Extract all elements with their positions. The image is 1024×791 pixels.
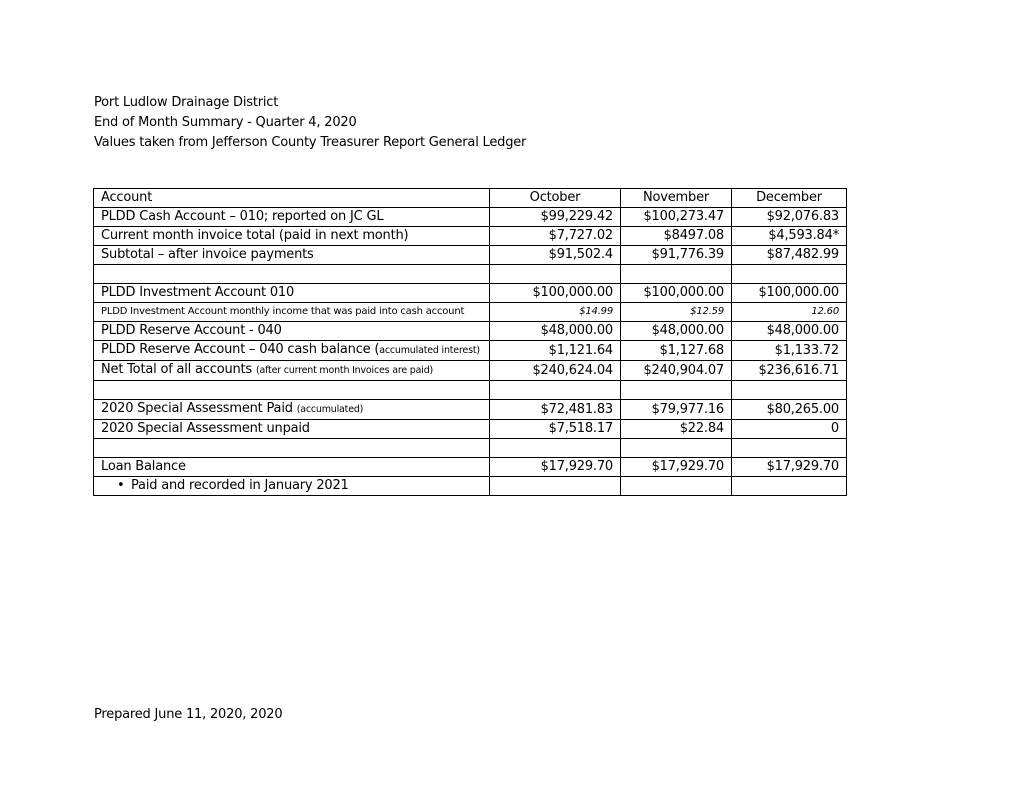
account-label: Net Total of all accounts (101, 362, 256, 377)
header-december: December (732, 189, 847, 208)
header-november: November (621, 189, 732, 208)
account-cell: Subtotal – after invoice payments (94, 246, 490, 265)
prepared-date: Prepared June 11, 2020, 2020 (94, 707, 283, 722)
table-row (94, 322, 847, 341)
table-header-row (94, 189, 847, 208)
october-cell: $48,000.00 (490, 322, 621, 341)
november-cell: $22.84 (621, 420, 732, 439)
october-cell: $240,624.04 (490, 361, 621, 381)
december-cell (732, 477, 847, 496)
account-label: Paid and recorded in January 2021 (131, 478, 349, 493)
account-cell (94, 439, 490, 458)
summary-table (93, 188, 847, 496)
report-title: End of Month Summary - Quarter 4, 2020 (94, 115, 357, 130)
october-cell: $99,229.42 (490, 208, 621, 227)
table-row (94, 400, 847, 420)
account-label: PLDD Reserve Account – 040 cash balance ( (101, 342, 380, 357)
account-cell: PLDD Cash Account – 010; reported on JC GL (94, 208, 490, 227)
november-cell (621, 265, 732, 284)
table-row-spacer (94, 381, 847, 400)
account-cell (94, 400, 490, 420)
november-cell: $1,127.68 (621, 341, 732, 361)
november-cell: $100,000.00 (621, 284, 732, 303)
district-name: Port Ludlow Drainage District (94, 95, 279, 110)
november-cell: $8497.08 (621, 227, 732, 246)
table-row (94, 208, 847, 227)
november-cell: $240,904.07 (621, 361, 732, 381)
table-row-spacer (94, 439, 847, 458)
december-cell: $236,616.71 (732, 361, 847, 381)
october-cell: $91,502.4 (490, 246, 621, 265)
account-cell: PLDD Investment Account 010 (94, 284, 490, 303)
account-cell (94, 381, 490, 400)
november-cell: $48,000.00 (621, 322, 732, 341)
document-header (94, 93, 526, 153)
account-cell (94, 477, 490, 496)
table-row (94, 227, 847, 246)
account-cell: PLDD Investment Account monthly income that was paid into cash account (94, 303, 490, 322)
account-cell: Loan Balance (94, 458, 490, 477)
december-cell: $1,133.72 (732, 341, 847, 361)
december-cell: 0 (732, 420, 847, 439)
december-cell (732, 381, 847, 400)
table-row (94, 341, 847, 361)
october-cell: $7,518.17 (490, 420, 621, 439)
account-cell: PLDD Reserve Account - 040 (94, 322, 490, 341)
account-cell (94, 341, 490, 361)
report-source: Values taken from Jefferson County Treasurer Report General Ledger (94, 135, 527, 150)
november-cell (621, 477, 732, 496)
october-cell: $72,481.83 (490, 400, 621, 420)
november-cell (621, 381, 732, 400)
table-row (94, 458, 847, 477)
account-cell: Current month invoice total (paid in next month) (94, 227, 490, 246)
table-row (94, 420, 847, 439)
account-cell: 2020 Special Assessment unpaid (94, 420, 490, 439)
table-row-spacer (94, 265, 847, 284)
header-account: Account (94, 189, 490, 208)
account-cell (94, 265, 490, 284)
november-cell: $100,273.47 (621, 208, 732, 227)
october-cell: $100,000.00 (490, 284, 621, 303)
table-row (94, 361, 847, 381)
october-cell: $17,929.70 (490, 458, 621, 477)
december-cell: $4,593.84* (732, 227, 847, 246)
december-cell: $48,000.00 (732, 322, 847, 341)
table-row (94, 284, 847, 303)
account-note: accumulated interest) (379, 345, 480, 356)
october-cell: $1,121.64 (490, 341, 621, 361)
december-cell: $17,929.70 (732, 458, 847, 477)
october-cell (490, 439, 621, 458)
december-cell: $92,076.83 (732, 208, 847, 227)
december-cell: $87,482.99 (732, 246, 847, 265)
account-note: (after current month Invoices are paid) (255, 365, 434, 376)
table-row (94, 246, 847, 265)
october-cell (490, 265, 621, 284)
header-october: October (490, 189, 621, 208)
december-cell: $100,000.00 (732, 284, 847, 303)
october-cell: $7,727.02 (490, 227, 621, 246)
december-cell: 12.60 (732, 303, 847, 322)
october-cell (490, 381, 621, 400)
november-cell: $12.59 (621, 303, 732, 322)
account-note: (accumulated) (296, 404, 364, 415)
november-cell (621, 439, 732, 458)
december-cell (732, 439, 847, 458)
november-cell: $91,776.39 (621, 246, 732, 265)
bullet-icon: • (117, 478, 125, 493)
october-cell: $14.99 (490, 303, 621, 322)
table-row (94, 477, 847, 496)
account-label: 2020 Special Assessment Paid (101, 401, 297, 416)
table-row (94, 303, 847, 322)
october-cell (490, 477, 621, 496)
november-cell: $79,977.16 (621, 400, 732, 420)
december-cell (732, 265, 847, 284)
november-cell: $17,929.70 (621, 458, 732, 477)
december-cell: $80,265.00 (732, 400, 847, 420)
account-cell (94, 361, 490, 381)
